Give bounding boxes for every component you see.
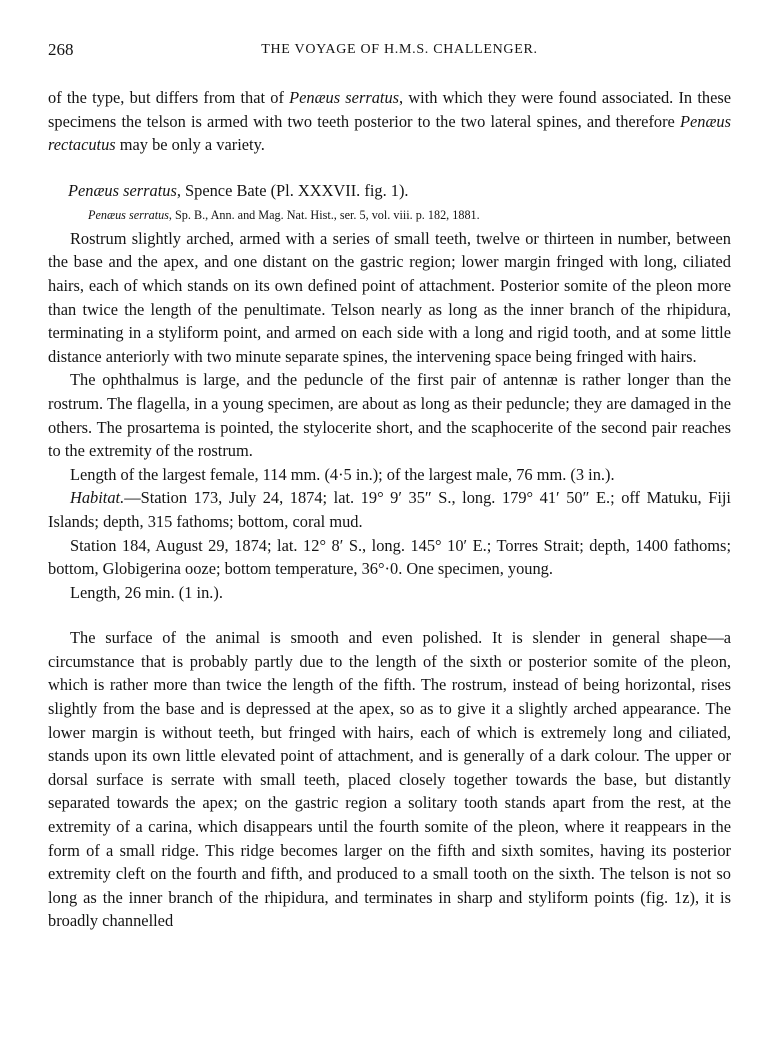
description-paragraph: The surface of the animal is smooth and even polished. It is slender in general shape—a circumstance that is probably partly due to the length of the sixth or posterior somite of the pleon, which is rather more than twice the length of the fifth. The rostrum, instead of being horizontal, rises slightly from the base and is depressed at the apex, so as to give it a slightly arched appearance. The lower margin is without teeth, but fringed with hairs, each of which is extremely long and ciliated, stands upon its own little elevated point of attachment, and is generally of a dark colour. The upper or dorsal surface is serrate with small teeth, placed closely together towards the base, but distantly separated towards the apex; on the gastric region a solitary tooth stands apart from the rest, at the extremity of a carina, which disappears until the fourth somite of the pleon, where it reappears in the form of a small ridge. This ridge becomes larger on the fifth and sixth somites, having its posterior extremity cleft on the fourth and fifth, and produced to a small tooth on the sixth. The telson is not so long as the inner branch of the rhipidura, and terminates in sharp and styliform points (fig. 1z), it is broadly channelled [48,628,731,931]
intro-text-3: may be only a variety. [115,135,265,155]
species-heading-authority: , Spence Bate (Pl. XXXVII. fig. 1). [176,180,409,200]
ophthalmus-paragraph: The ophthalmus is large, and the peduncle of the first pair of antennæ is rather longer than the rostrum. The flagella, in a young specimen, are about as long as their peduncle; they are damaged in the others. The prosartema is pointed, the stylocerite short, and the scaphocerite of the second pair reaches to the extremity of the rostrum. [48,370,731,461]
running-title: THE VOYAGE OF H.M.S. CHALLENGER. [261,42,538,57]
habitat-paragraph [48,486,731,533]
length-line: Length of the largest female, 114 mm. (4·5 in.); of the largest male, 76 mm. (3 in.). [70,464,615,484]
species-heading-name: Penæus serratus [68,180,177,200]
intro-species-2: Penæus rectacutus [48,111,731,155]
document-page [48,40,731,933]
diagnosis-block [48,227,731,605]
synonymy-citation [48,205,731,225]
running-header [48,40,731,68]
intro-species-1: Penæus serratus [289,88,400,107]
habitat-text: —Station 173, July 24, 1874; lat. 19° 9′ 35″ S., long. 179° 41′ 50″ E.; off Matuku, Fiji Islands; depth, 315 fathoms; bottom, coral mud. [48,488,731,531]
intro-text-1: of the type, but differs from that of [48,88,290,107]
intro-paragraph [48,86,731,157]
habitat-label: Habitat. [70,488,125,508]
young-length-line: Length, 26 min. (1 in.). [70,582,223,602]
synonymy-reference: , Sp. B., Ann. and Mag. Nat. Hist., ser. 5, vol. viii. p. 182, 1881. [168,207,480,222]
intro-text-2: , with which they were found associated. In these specimens the telson is armed with two teeth posterior to the two lateral spines, and therefore [48,88,731,131]
page-number: 268 [48,40,74,59]
synonymy-name: Penæus serratus [88,207,169,222]
species-heading [48,179,731,203]
diagnosis-paragraph: Rostrum slightly arched, armed with a series of small teeth, twelve or thirteen in number, between the base and the apex, and one distant on the gastric region; lower margin fringed with long, ciliated hairs, each of which stands on its own defined point of attachment. Posterior somite of the pleon more than twice the length of the penultimate. Telson nearly as long as the inner branch of the rhipidura, terminating in a styliform point, and armed on each side with a long and rigid tooth, and at some little distance anteriorly with two minute separate spines, the intervening space being fringed with hairs. [48,228,731,366]
station-184-paragraph: Station 184, August 29, 1874; lat. 12° 8′ S., long. 145° 10′ E.; Torres Strait; depth, 1400 fathoms; bottom, Globigerina ooze; bottom temperature, 36°·0. One specimen, young. [48,535,731,579]
